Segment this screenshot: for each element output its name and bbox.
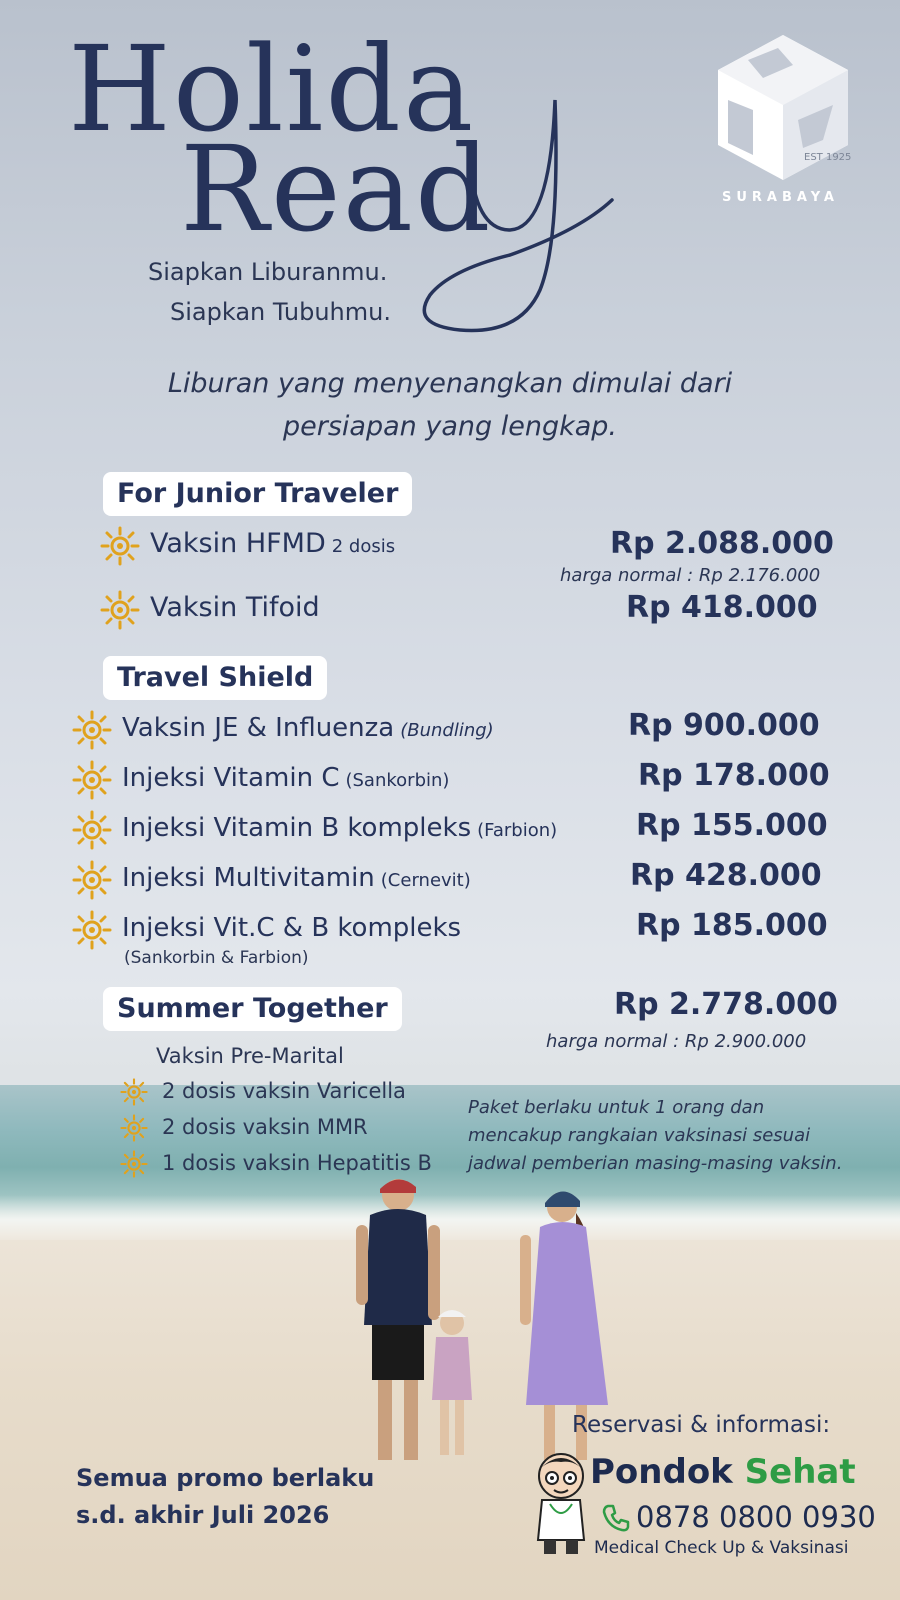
sun-icon	[100, 590, 140, 630]
sun-icon	[72, 760, 112, 800]
item-note: (Farbion)	[477, 820, 558, 841]
summer-item-mmr: 2 dosis vaksin MMR	[162, 1115, 368, 1139]
terms-line-3: jadwal pemberian masing-masing vaksin.	[468, 1153, 843, 1174]
item-note: (Cernevit)	[380, 870, 471, 891]
promo-period	[76, 1460, 374, 1534]
price-je-influenza: Rp 900.000	[628, 708, 820, 743]
phone-number[interactable]: 0878 0800 0930	[636, 1500, 876, 1534]
item-vitamin-c	[122, 763, 449, 793]
promo-line-1: Semua promo berlaku	[76, 1464, 375, 1492]
intro-text	[0, 362, 900, 448]
sun-icon	[72, 860, 112, 900]
title-holiday: Holida	[68, 20, 476, 158]
section-travel-shield: Travel Shield	[103, 656, 327, 700]
logo-city: SURABAYA	[722, 190, 839, 205]
script-y-swash-icon	[380, 80, 620, 340]
summer-subtitle: Vaksin Pre-Marital	[156, 1044, 344, 1068]
terms-line-2: mencakup rangkaian vaksinasi sesuai	[468, 1125, 811, 1146]
tagline-1: Siapkan Liburanmu.	[148, 258, 388, 286]
sun-icon	[120, 1114, 148, 1142]
sun-icon	[120, 1078, 148, 1106]
brand-word-1: Pondok	[590, 1452, 733, 1492]
phone-icon	[600, 1502, 632, 1534]
sun-icon	[100, 526, 140, 566]
item-name: Vaksin HFMD	[150, 528, 326, 559]
item-name: Injeksi Vitamin B kompleks	[122, 813, 472, 843]
promo-line-2: s.d. akhir Juli 2026	[76, 1501, 330, 1529]
item-vit-c-b-kompleks: Injeksi Vit.C & B kompleks	[122, 913, 462, 943]
item-note: (Bundling)	[400, 720, 494, 741]
price-vitamin-c: Rp 178.000	[638, 758, 830, 793]
brand-tagline: Medical Check Up & Vaksinasi	[594, 1538, 849, 1558]
item-je-influenza	[122, 713, 494, 743]
intro-line-1: Liburan yang menyenangkan dimulai dari	[167, 368, 733, 399]
normal-price-hfmd: harga normal : Rp 2.176.000	[560, 565, 821, 586]
logo-est: EST 1925	[804, 152, 852, 163]
price-summer-together: Rp 2.778.000	[614, 987, 838, 1022]
price-vit-c-b-kompleks: Rp 185.000	[636, 908, 828, 943]
sun-icon	[72, 710, 112, 750]
item-vaksin-hfmd	[150, 528, 395, 559]
item-vaksin-tifoid: Vaksin Tifoid	[150, 592, 320, 623]
item-name: Injeksi Multivitamin	[122, 863, 375, 893]
pkz-cube-logo	[708, 30, 858, 210]
section-junior-traveler: For Junior Traveler	[103, 472, 412, 516]
item-note: 2 dosis	[331, 536, 396, 557]
brand-pondok-sehat	[590, 1452, 856, 1492]
summer-item-hepatitis-b: 1 dosis vaksin Hepatitis B	[162, 1151, 432, 1175]
tagline-2: Siapkan Tubuhmu.	[170, 298, 391, 326]
price-tifoid: Rp 418.000	[626, 590, 818, 625]
item-vitamin-b-kompleks	[122, 813, 557, 843]
section-summer-together: Summer Together	[103, 987, 402, 1031]
item-note-vit-c-b: (Sankorbin & Farbion)	[124, 948, 309, 968]
item-name: Injeksi Vitamin C	[122, 763, 340, 793]
sun-icon	[120, 1150, 148, 1178]
terms-line-1: Paket berlaku untuk 1 orang dan	[468, 1097, 765, 1118]
sun-icon	[72, 910, 112, 950]
normal-price-summer: harga normal : Rp 2.900.000	[546, 1031, 807, 1052]
reservation-label: Reservasi & informasi:	[572, 1412, 831, 1438]
price-hfmd: Rp 2.088.000	[610, 526, 834, 561]
price-multivitamin: Rp 428.000	[630, 858, 822, 893]
summer-item-varicella: 2 dosis vaksin Varicella	[162, 1079, 406, 1103]
doctor-mascot-icon	[530, 1448, 592, 1558]
sun-icon	[72, 810, 112, 850]
package-terms	[468, 1094, 842, 1178]
item-name: Vaksin JE & Influenza	[122, 713, 395, 743]
brand-word-2: Sehat	[744, 1452, 856, 1492]
item-multivitamin	[122, 863, 471, 893]
price-vitamin-b-kompleks: Rp 155.000	[636, 808, 828, 843]
intro-line-2: persiapan yang lengkap.	[283, 411, 617, 442]
title-ready: Read	[180, 120, 493, 258]
item-note: (Sankorbin)	[345, 770, 450, 791]
